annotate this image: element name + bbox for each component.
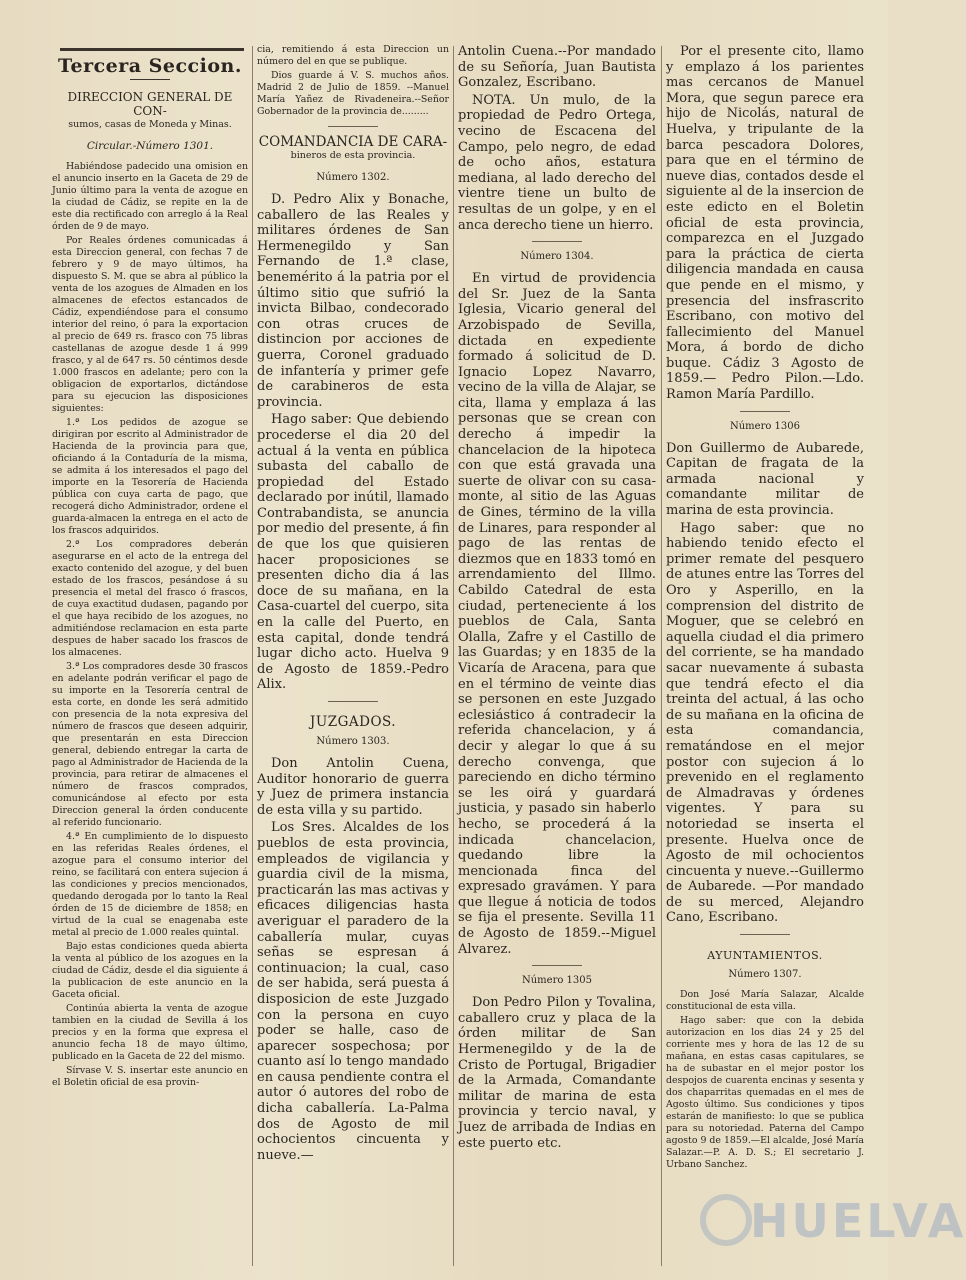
archive-watermark (700, 1178, 966, 1268)
notice-body (458, 995, 656, 1151)
paragraph: Don José María Salazar, Alcalde constitucional de esta villa. (666, 989, 864, 1013)
notice-number: Número 1304. (520, 251, 594, 263)
watermark-ring-icon (700, 1194, 752, 1246)
department-title: DIRECCION GENERAL DE CON- (67, 90, 233, 118)
paragraph: Bajo estas condiciones queda abierta la venta al público de los azogues en la ciudad de Cádiz, desde el dia siguiente á la publicacion de este anuncio en la Gaceta oficial. (52, 941, 248, 1000)
continued-text (458, 44, 656, 233)
divider (740, 411, 790, 412)
paragraph: Hago saber: Que debiendo procederse el dia 20 del actual á la venta en pública subasta del caballo de propiedad del Estado declarado por inútil, llamado Contrabandista, se anuncia por medio del presente, á fin de que los que quisieren hacer proposiciones se presenten dicho dia á las doce de su mañana, en la Casa-cuartel del cuerpo, sita en la calle del Puerto, en esta capital, donde tendrá lugar dicho acto. Huelva 9 de Agosto de 1859.-Pedro Alix. (257, 412, 449, 693)
paragraph: Don Antolin Cuena, Auditor honorario de guerra y Juez de primera instancia de esta villa y su partido. (257, 756, 449, 818)
notice-body (666, 989, 864, 1171)
paragraph: Hago saber: que no habiendo tenido efecto el primer remate del pesquero de atunes entre las Torres del Oro y Asperillo, en la comprension del distrito de Moguer, que se celebró en aquella ciudad el dia primero del corriente, se ha mandado sacar nuevamente á subasta que tendrá efecto el dia treinta del actual, á las ocho de su mañana en la oficina de esta comandancia, rematándose en el mejor postor con sujecion á lo prevenido en el reglamento de Almadravas y órdenes vigentes. Y para su notoriedad se inserta el presente. Huelva once de Agosto de mil ochocientos cincuenta y nueve.--Guillermo de Aubarede. —Por mandado de su merced, Alejandro Cano, Escribano. (666, 520, 864, 926)
paragraph: 4.ª En cumplimiento de lo dispuesto en las referidas Reales órdenes, el azogue para el consumo interior del reino, se facilitará con entera sujecion á las condiciones y precios mencionados, quedando derogada por lo tanto la Real órden de 15 de diciembre de 1858; en virtud de la cual se enagenaba este metal al precio de 1.000 reales quintal. (52, 831, 248, 938)
circular-body (52, 161, 248, 1089)
continued-text (257, 44, 449, 118)
notice-number: Número 1305 (521, 975, 593, 987)
paragraph: Habiéndose padecido una omision en el anuncio inserto en la Gaceta de 29 de Junio último para la venta de azogue en la ciudad de Cádiz, se repite en la de este dia rectificado con arreglo á la Real órden de 9 de mayo. (52, 161, 248, 232)
paragraph: Por el presente cito, llamo y emplazo á los parientes mas cercanos de Manuel Mora, que segun parece era hijo de Nicolás, natural de Huelva, y tripulante de la barca pescadora Dolores, para que en el término de nueve dias, contados desde el siguiente al de la insercion de este edicto en el Boletin oficial de esta provincia, comparezca en el Juzgado para la práctica de cierta diligencia mandada en causa que pende en el mismo, y presencia del insfrascrito Escribano, con motivo del fallecimiento del Manuel Mora, á bordo de dicho buque. Cádiz 3 Agosto de 1859.— Pedro Pilon.—Ldo. Ramon María Pardillo. (666, 44, 864, 403)
paragraph: Los Sres. Alcaldes de los pueblos de esta provincia, empleados de vigilancia y guardia civil de la misma, practicarán las mas activas y eficaces diligencias hasta averiguar el paradero de la caballería mular, cuyas señas se espresan á continuacion; la cual, caso de ser habida, será puesta á disposicion de este Juzgado con la persona en cuyo poder se halle, caso de aparecer sospechosa; por cuanto así lo tengo mandado en causa pendiente contra el autor ó autores del robo de dicha caballería. La-Palma dos de Agosto de mil ochocientos cincuenta y nueve.— (257, 820, 449, 1163)
column-1 (52, 44, 248, 1272)
column-divider (661, 46, 662, 1266)
juzgados-heading: JUZGADOS. (309, 714, 397, 730)
column-3 (458, 44, 656, 1272)
paragraph: cia, remitiendo á esta Direccion un número del en que se publique. (257, 44, 449, 67)
paragraph: Por Reales órdenes comunicadas á esta Direccion general, con fechas 7 de febrero y 9 de mayo últimos, ha dispuesto S. M. que se abra al público la venta de los azogues de Almaden en los almacenes de efectos estancados de Cádiz, expendiéndose para el consumo interior del reino, ó para la exportacion al precio de 649 rs. frasco con 75 libras castellanas de azogue desde 1 á 999 frasco, y al de 647 rs. 50 céntimos desde 1.000 frascos en adelante; pero con la obligacion de exportarlos, dictándose para su ejecucion las disposiciones siguientes: (52, 235, 248, 414)
divider (740, 934, 790, 935)
column-divider (252, 46, 253, 1266)
divider (328, 701, 378, 702)
notice-number: Número 1302. (316, 172, 390, 183)
paragraph: En virtud de providencia del Sr. Juez de la Santa Iglesia, Vicario general del Arzobispado de Sevilla, dictada en expediente formado á solicitud de D. Ignacio Lopez Navarro, vecino de la villa de Alajar, se cita, llama y emplaza á las personas que se crean con derecho á impedir la chancelacion de la hipoteca con que está gravada una suerte de olivar con su casa-monte, al sitio de las Aguas de Gines, término de la villa de Linares, para responder al pago de las rentas de diezmos que en 1833 tomó en arrendamiento del Illmo. Cabildo Catedral de esta ciudad, perteneciente á los pueblos de Cala, Santa Olalla, Zafre y el Castillo de las Guardas; y en 1835 de la Vicaría de Aracena, para que en el término de veinte dias se personen en este Juzgado eclesiástico á contradecir la referida chancelacion, y á decir y alegar lo que á su derecho convenga, que pareciendo en dicho término se les oirá y guardará justicia, y pasado sin haberlo hecho, se procederá á la indicada chancelacion, quedando libre la mencionada finca del expresado gravámen. Y para que llegue á noticia de todos se fija el presente. Sevilla 11 de Agosto de 1859.--Miguel Alvarez. (458, 271, 656, 957)
paragraph: 1.ª Los pedidos de azogue se dirigiran por escrito al Administrador de Hacienda de la provincia para que, oficiando á la Contaduría de la misma, se admita á los interesados el pago del importe en la Tesorería de Hacienda pública con cuya carta de pago, que recogerá dicho Administrador, ordene el guarda-almacen la entrega en el acto de los frascos adquiridos. (52, 417, 248, 536)
paragraph: 3.ª Los compradores desde 30 frascos en adelante podrán verificar el pago de su importe en la Tesorería central de esta corte, en donde les será admitido con presencia de la nota expresiva del número de frascos que deseen adquirir, que presentarán en esta Direccion general, debiendo entregar la carta de pago al Administrador de Hacienda de la provincia, para retirar de almacenes el número de frascos comprados, comunicándose al efecto por esta Direccion general la órden conducente al referido funcionario. (52, 661, 248, 828)
column-2 (257, 44, 449, 1272)
comandancia-heading (257, 135, 449, 163)
department-heading (52, 90, 248, 132)
divider (328, 126, 378, 127)
notice-body (257, 192, 449, 693)
notice-body (458, 271, 656, 957)
notice-body (666, 441, 864, 926)
divider (532, 965, 582, 966)
divider (532, 241, 582, 242)
divider (130, 79, 170, 80)
notice-number: Número 1306 (729, 420, 801, 432)
column-4 (666, 44, 864, 1272)
watermark-text: HUELVA (750, 1194, 966, 1248)
section-title: Tercera Seccion. (58, 55, 242, 77)
paragraph: Antolin Cuena.--Por mandado de su Señoría, Juan Bautista Gonzalez, Escribano. (458, 44, 656, 91)
nota: NOTA. Un mulo, de la propiedad de Pedro Ortega, vecino de Escacena del Campo, pelo negro, de edad de ocho años, estatura mediana, al lado derecho del vientre tiene un bulto de resultas de un golpe, y en el anca derecho tiene un hierro. (458, 92, 656, 233)
notice-body (257, 756, 449, 1163)
paragraph: Hago saber: que con la debida autorizacion en los dias 24 y 25 del corriente mes y hora de las 12 de su mañana, en estas casas capitulares, se ha de subastar en el mejor postor los despojos de cuarenta encinas y sesenta y dos chaparritas quemadas en el mes de Agosto último. Sus condiciones y tipos estarán de manifiesto: lo que se publica para su notoriedad. Paterna del Campo agosto 9 de 1859.—El alcalde, José María Salazar.—P. A. D. S.; El secretario J. Urbano Sanchez. (666, 1015, 864, 1171)
paragraph: 2.ª Los compradores deberán asegurarse en el acto de la entrega del exacto contenido del azogue, y del buen estado de los frascos, pesándose á su presencia el metal del frasco ó frascos, de cuya exactitud dudasen, pagando por el que haya recibido de los azogues, no admitiéndose reclamacion en esta parte despues de haber sacado los frascos de los almacenes. (52, 539, 248, 658)
heading-title: COMANDANCIA DE CARA- (258, 134, 448, 150)
notice-body (666, 44, 864, 403)
column-divider (453, 46, 454, 1266)
paragraph: Don Guillermo de Aubarede, Capitan de fragata de la armada nacional y comandante militar de marina de esta provincia. (666, 440, 864, 519)
department-subtitle: sumos, casas de Moneda y Minas. (68, 119, 232, 130)
paragraph: Sírvase V. S. insertar este anuncio en el Boletin oficial de esa provin- (52, 1065, 248, 1088)
ayuntamientos-heading: AYUNTAMIENTOS. (707, 949, 823, 963)
notice-number: Número 1303. (316, 736, 390, 747)
circular-number: Circular.-Número 1301. (86, 140, 214, 152)
paragraph: D. Pedro Alix y Bonache, caballero de las Reales y militares órdenes de San Hermenegildo y San Fernando de 1.ª clase, benemérito á la patria por el último sitio que sufrió la invicta Bilbao, condecorado con otras cruces de distincion por acciones de guerra, Coronel graduado de infantería y primer gefe de carabineros de esta provincia. (257, 192, 449, 410)
paragraph: Continúa abierta la venta de azogue tambien en la ciudad de Sevilla á los precios y en la forma que expresa el anuncio fecha 18 de mayo último, publicado en la Gaceta de 22 del mismo. (52, 1003, 248, 1062)
heading-subtitle: bineros de esta provincia. (290, 150, 416, 161)
paragraph: Don Pedro Pilon y Tovalina, caballero cruz y placa de la órden militar de San Hermenegildo y de la de Cristo de Portugal, Brigadier de la Armada, Comandante militar de marina de esta provincia y tercio naval, y Juez de arribada de Indias en este puerto etc. (458, 995, 656, 1151)
closing: Dios guarde á V. S. muchos años. Madrid 2 de Julio de 1859. --Manuel María Yañez de Rivadeneira.--Señor Gobernador de la provincia de......... (257, 70, 449, 117)
notice-number: Número 1307. (728, 969, 802, 981)
